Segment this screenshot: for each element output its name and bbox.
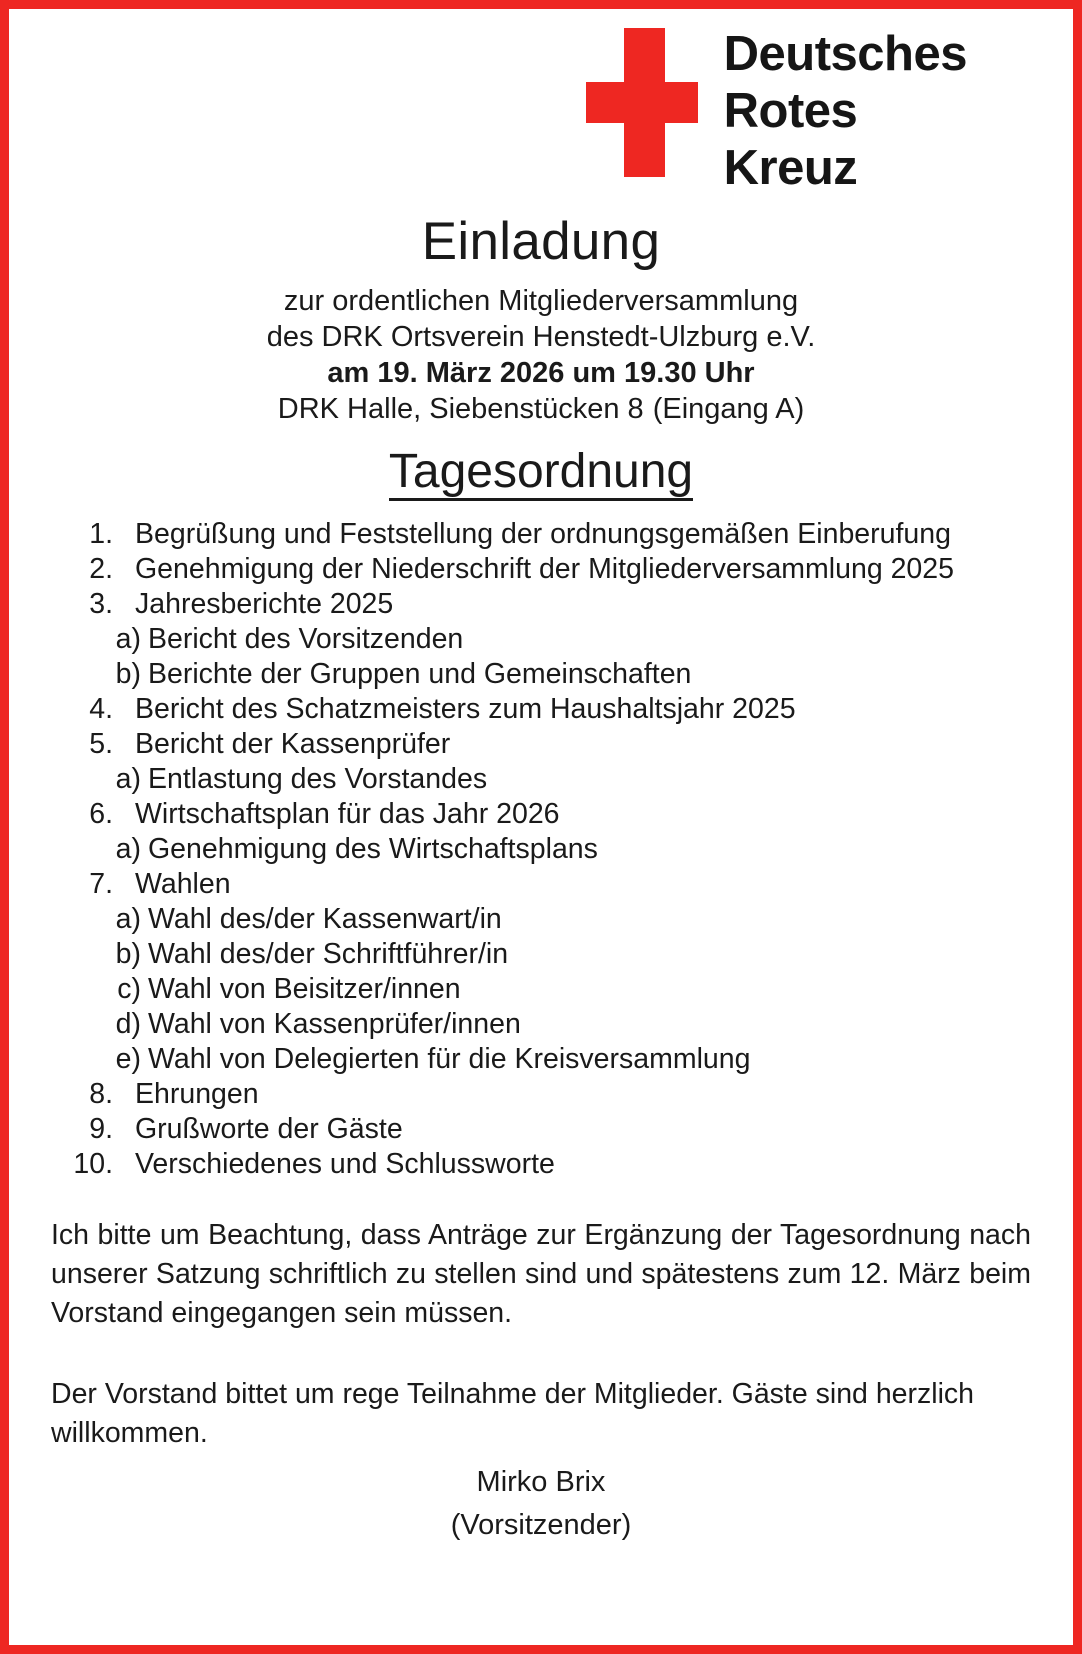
agenda-item-number: 9. — [89, 1113, 113, 1146]
flyer-content — [9, 9, 1073, 1645]
agenda-subitem — [51, 937, 1031, 972]
agenda-heading-wrap — [51, 447, 1031, 501]
agenda-subitem-letter: e) — [115, 1043, 141, 1076]
red-cross-icon — [586, 28, 698, 178]
agenda-subitem-label: Wahl von Beisitzer/innen — [148, 973, 461, 1006]
logo-line-1: Deutsches — [723, 27, 967, 81]
agenda-item-number: 3. — [89, 588, 113, 621]
welcome-paragraph: Der Vorstand bittet um rege Teilnahme der Mitglieder. Gäste sind herzlich willkommen. — [51, 1378, 975, 1450]
agenda-item — [51, 867, 1031, 902]
agenda-subitem — [51, 622, 1031, 657]
agenda-list — [51, 517, 1031, 1182]
agenda-subitem — [51, 972, 1031, 1007]
agenda-item-label: Wirtschaftsplan für das Jahr 2026 — [135, 798, 560, 831]
agenda-item — [51, 797, 1031, 832]
agenda-item — [51, 727, 1031, 762]
agenda-item-label: Verschiedenes und Schlussworte — [135, 1148, 555, 1181]
agenda-item-label: Genehmigung der Niederschrift der Mitgliederversammlung 2025 — [135, 553, 954, 586]
agenda-item — [51, 1147, 1031, 1182]
agenda-item-label: Bericht des Schatzmeisters zum Haushaltsjahr 2025 — [135, 693, 796, 726]
agenda-item-label: Grußworte der Gäste — [135, 1113, 403, 1146]
event-details — [51, 283, 1031, 427]
agenda-subitem-label: Bericht des Vorsitzenden — [148, 623, 464, 656]
agenda-subitem — [51, 902, 1031, 937]
agenda-item-number: 6. — [89, 798, 113, 831]
venue-entrance: (Eingang A) — [652, 393, 805, 426]
agenda-subitem-letter: b) — [115, 658, 141, 691]
agenda-item-label: Wahlen — [135, 868, 231, 901]
agenda-item-number: 5. — [89, 728, 113, 761]
agenda-subitem-letter: c) — [117, 973, 141, 1006]
drk-logo — [51, 9, 1031, 197]
signature-name: Mirko Brix — [476, 1466, 606, 1499]
agenda-item-label: Bericht der Kassenprüfer — [135, 728, 451, 761]
agenda-subitem-letter: a) — [115, 623, 141, 656]
agenda-subitem — [51, 832, 1031, 867]
logo-line-2: Rotes — [723, 84, 858, 138]
agenda-item — [51, 517, 1031, 552]
agenda-subitem — [51, 657, 1031, 692]
agenda-item-label: Ehrungen — [135, 1078, 259, 1111]
page-title: Einladung — [421, 212, 661, 271]
notice-paragraph: Ich bitte um Beachtung, dass Anträge zur Ergänzung der Tagesordnung nach unserer Satzung schriftlich zu stellen sind und spätestens zum 12. März beim Vorstand eingegangen sein müssen. — [51, 1219, 1031, 1330]
venue-address: DRK Halle, Siebenstücken 8 — [277, 393, 644, 426]
signature-role: (Vorsitzender) — [450, 1509, 632, 1542]
agenda-subitem-label: Wahl des/der Schriftführer/in — [148, 938, 509, 971]
agenda-subitem-label: Entlastung des Vorstandes — [148, 763, 488, 796]
agenda-item — [51, 692, 1031, 727]
agenda-subitem-letter: d) — [115, 1008, 141, 1041]
event-datetime: am 19. März 2026 um 19.30 Uhr — [327, 357, 755, 390]
agenda-subitem — [51, 1007, 1031, 1042]
agenda-item-label: Jahresberichte 2025 — [135, 588, 394, 621]
agenda-subitem-letter: a) — [115, 763, 141, 796]
agenda-item-number: 2. — [89, 553, 113, 586]
agenda-subitem — [51, 1042, 1031, 1077]
logo-wordmark — [724, 22, 967, 197]
agenda-item — [51, 587, 1031, 622]
agenda-subitem-label: Wahl des/der Kassenwart/in — [148, 903, 502, 936]
agenda-subitem-letter: b) — [115, 938, 141, 971]
agenda-item — [51, 552, 1031, 587]
agenda-subitem-letter: a) — [115, 903, 141, 936]
logo-line-3: Kreuz — [723, 141, 858, 195]
agenda-subitem-label: Genehmigung des Wirtschaftsplans — [148, 833, 598, 866]
agenda-subitem-label: Wahl von Delegierten für die Kreisversammlung — [148, 1043, 751, 1076]
agenda-subitem-label: Wahl von Kassenprüfer/innen — [148, 1008, 521, 1041]
agenda-subitem-letter: a) — [115, 833, 141, 866]
agenda-item-number: 7. — [89, 868, 113, 901]
agenda-item-number: 1. — [89, 518, 113, 551]
agenda-item-label: Begrüßung und Feststellung der ordnungsgemäßen Einberufung — [135, 518, 951, 551]
agenda-item-number: 8. — [89, 1078, 113, 1111]
agenda-heading: Tagesordnung — [389, 447, 693, 501]
event-venue — [51, 391, 1031, 427]
agenda-item — [51, 1077, 1031, 1112]
agenda-subitem-label: Berichte der Gruppen und Gemeinschaften — [148, 658, 692, 691]
agenda-item-number: 4. — [89, 693, 113, 726]
signature-block — [51, 1461, 1031, 1547]
event-subject: zur ordentlichen Mitgliederversammlung — [283, 285, 799, 318]
agenda-item-number: 10. — [73, 1148, 113, 1181]
agenda-subitem — [51, 762, 1031, 797]
event-organization: des DRK Ortsverein Henstedt-Ulzburg e.V. — [266, 321, 816, 354]
agenda-item — [51, 1112, 1031, 1147]
